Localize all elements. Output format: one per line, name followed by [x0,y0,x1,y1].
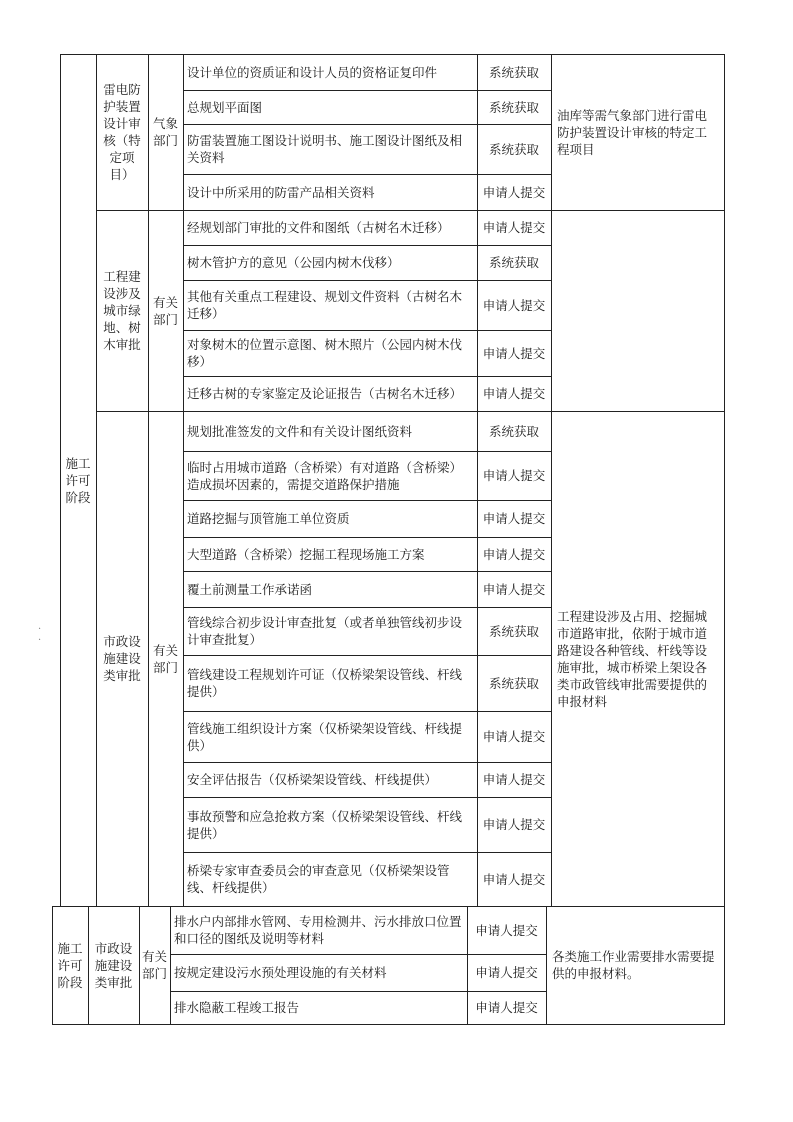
method-cell [467,906,546,954]
material-cell [183,797,477,852]
material-cell-text: 迁移古树的专家鉴定及论证报告（古树名木迁移） [187,386,463,401]
material-cell-text: 排水隐蔽工程竣工报告 [174,1000,300,1015]
remark-cell [551,411,724,906]
phase-cell [60,54,96,906]
method-cell-text: 申请人提交 [475,1000,538,1015]
material-cell-text: 设计中所采用的防雷产品相关资料 [187,184,375,200]
method-cell [477,330,551,376]
method-cell-text: 申请人提交 [482,581,546,597]
material-cell [183,762,477,797]
method-cell [477,607,551,655]
material-cell-text: 桥梁专家审查委员会的审查意见（仅桥梁架设管线、杆线提供） [187,863,450,895]
table-rule [724,54,725,907]
department-cell [148,54,183,210]
method-cell-text: 申请人提交 [475,922,538,938]
material-cell-text: 管线施工组织设计方案（仅桥梁架设管线、杆线提供） [187,720,463,753]
method-cell-text: 系统获取 [488,64,539,80]
material-cell-text: 防雷装置施工图设计说明书、施工图设计图纸及相关资料 [187,133,463,165]
material-cell-text: 管线综合初步设计审查批复（或者单独管线初步设计审查批复） [187,615,463,647]
material-cell [183,90,477,124]
approval-category [88,906,139,1024]
method-cell [477,762,551,797]
material-cell [183,245,477,280]
method-cell-text: 申请人提交 [482,546,546,562]
method-cell [477,711,551,762]
department-cell [148,210,183,411]
material-cell-text: 临时占用城市道路（含桥梁）有对道路（含桥梁）造成损坏因素的，需提交道路保护措施 [187,459,463,492]
material-cell-text: 其他有关重点工程建设、规划文件资料（古树名木迁移） [187,289,463,321]
department-cell-text: 气象 部门 [152,116,178,148]
material-cell [183,174,477,210]
method-cell [467,991,546,1024]
method-cell-text: 申请人提交 [482,184,546,200]
material-cell [183,330,477,376]
method-cell-text: 申请人提交 [482,297,546,313]
method-cell-text: 系统获取 [488,141,539,157]
material-cell-text: 经规划部门审批的文件和图纸（古树名木迁移） [187,220,450,235]
material-cell-text: 按规定建设污水预处理设施的有关材料 [174,965,387,980]
approval-category-text: 市政设 施建设 类审批 [94,940,133,990]
material-cell-text: 排水户内部排水管网、专用检测井、污水排放口位置和口径的图纸及说明等材料 [174,914,462,946]
method-cell [477,571,551,607]
method-cell-text: 系统获取 [488,675,539,691]
method-cell-text: 系统获取 [488,623,539,639]
approval-category [96,411,148,906]
material-cell [183,54,477,90]
material-cell [183,280,477,330]
table-rule [52,1024,725,1025]
material-cell [170,991,467,1024]
method-cell [477,500,551,537]
remark-cell-text: 各类施工作业需要排水需要提供的申报材料。 [552,949,715,981]
remark-cell-text: 工程建设涉及占用、挖掘城市道路审批，依附于城市道路建设各种管线、杆线等设施审批，城市桥梁上架设各类市政管线审批需要提供的申报材料 [557,608,708,709]
method-cell [477,54,551,90]
method-cell [467,954,546,991]
method-cell [477,655,551,711]
department-cell-text: 有关 部门 [141,949,167,981]
method-cell [477,852,551,906]
method-cell-text: 申请人提交 [482,511,546,526]
material-cell [183,411,477,451]
department-cell-text: 有关 部门 [152,294,178,327]
method-cell-text: 申请人提交 [482,345,546,361]
approval-category-text: 市政设 施建设 类审批 [103,634,141,683]
material-cell-text: 设计单位的资质证和设计人员的资格证复印件 [187,64,438,80]
method-cell [477,174,551,210]
approval-category-text: 雷电防 护装置 设计审 核（特 定项 目） [103,82,141,182]
approval-category [96,210,148,411]
material-cell [183,451,477,500]
method-cell-text: 申请人提交 [482,817,546,832]
approval-category-text: 工程建 设涉及 城市绿 地、树 木审批 [103,269,141,352]
material-cell-text: 覆土前测量工作承诺函 [187,581,313,597]
method-cell [477,280,551,330]
approval-category [96,54,148,210]
method-cell [477,376,551,411]
material-cell-text: 事故预警和应急抢救方案（仅桥梁架设管线、杆线提供） [187,808,463,841]
method-cell [477,537,551,571]
method-cell [477,245,551,280]
material-cell [183,711,477,762]
material-cell [183,607,477,655]
remark-cell [551,210,724,411]
material-cell [183,852,477,906]
material-cell-text: 规划批准签发的文件和有关设计图纸资料 [187,423,413,439]
method-cell [477,90,551,124]
method-cell-text: 申请人提交 [482,871,546,887]
material-cell-text: 对象树木的位置示意图、树木照片（公园内树木伐移） [187,337,463,369]
material-cell [183,376,477,411]
remark-cell [551,54,724,210]
material-cell-text: 管线建设工程规划许可证（仅桥梁架设管线、杆线提供） [187,667,463,699]
method-cell-text: 申请人提交 [482,468,546,483]
phase-cell-text: 施工 许可 阶段 [65,455,91,505]
material-cell [183,655,477,711]
material-cell [170,954,467,991]
material-cell-text: 安全评估报告（仅桥梁架设管线、杆线提供） [187,772,438,787]
phase-cell-text: 施工 许可 阶段 [57,940,83,990]
table-rule [724,906,725,1025]
method-cell-text: 系统获取 [488,255,539,270]
scan-speck: · · [38,624,42,646]
method-cell-text: 申请人提交 [482,772,546,787]
department-cell [139,906,170,1024]
method-cell-text: 申请人提交 [482,386,546,401]
method-cell-text: 申请人提交 [482,220,546,235]
remark-cell [546,906,724,1024]
material-cell [170,906,467,954]
material-cell [183,537,477,571]
material-cell-text: 树木管护方的意见（公园内树木伐移） [187,255,400,270]
method-cell [477,411,551,451]
material-cell [183,124,477,174]
material-cell-text: 道路挖掘与顶管施工单位资质 [187,511,350,526]
method-cell [477,210,551,245]
method-cell-text: 申请人提交 [482,729,546,744]
method-cell-text: 系统获取 [488,423,539,439]
method-cell-text: 系统获取 [488,99,539,115]
method-cell [477,797,551,852]
department-cell [148,411,183,906]
material-cell-text: 总规划平面图 [187,99,263,115]
method-cell [477,451,551,500]
material-cell-text: 大型道路（含桥梁）挖掘工程现场施工方案 [187,546,425,562]
remark-cell-text: 油库等需气象部门进行雷电防护装置设计审核的特定工程项目 [557,107,708,157]
material-cell [183,210,477,245]
method-cell-text: 申请人提交 [475,965,538,980]
phase-cell [52,906,88,1024]
material-cell [183,571,477,607]
department-cell-text: 有关 部门 [152,642,178,675]
method-cell [477,124,551,174]
material-cell [183,500,477,537]
